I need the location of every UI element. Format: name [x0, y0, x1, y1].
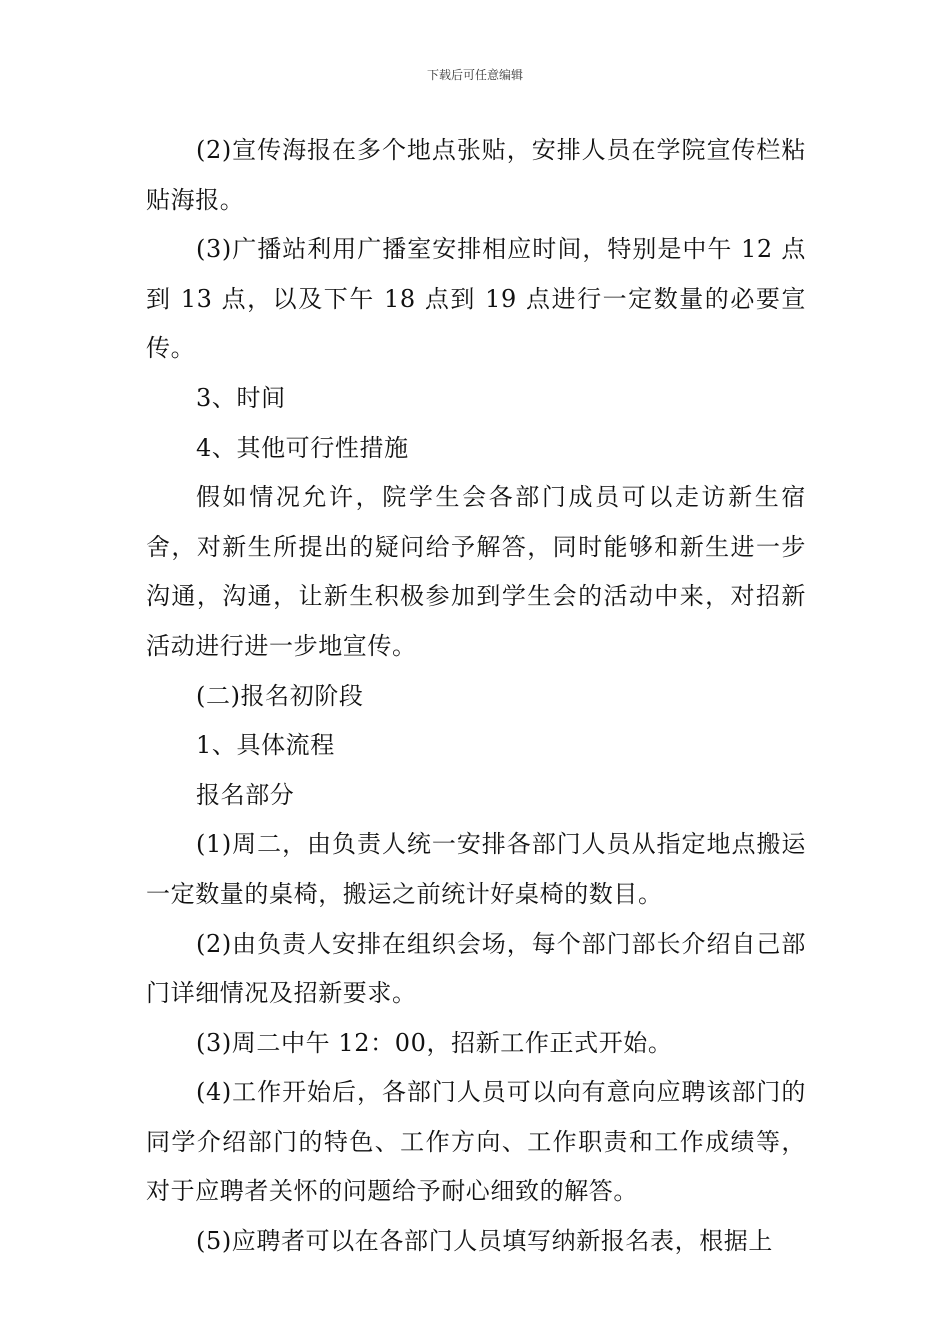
heading-time: 3、时间: [196, 383, 286, 412]
paragraph-step-5: (5)应聘者可以在各部门人员填写纳新报名表，根据上: [196, 1227, 773, 1256]
paragraph-step-2: (2)由负责人安排在组织会场，每个部门部长介绍自己部门详细情况及招新要求。: [146, 929, 806, 1008]
paragraph-broadcast: (3)广播站利用广播室安排相应时间，特别是中午 12 点到 13 点，以及下午 18 点到 19 点进行一定数量的必要宣传。: [146, 235, 806, 363]
paragraph-step-1: (1)周二，由负责人统一安排各部门人员从指定地点搬运一定数量的桌椅，搬运之前统计好桌椅的数目。: [146, 830, 806, 908]
paragraph-step-4: (4)工作开始后，各部门人员可以向有意向应聘该部门的同学介绍部门的特色、工作方向、工作职责和工作成绩等，对于应聘者关怀的问题给予耐心细致的解答。: [146, 1078, 806, 1206]
heading-registration-part: 报名部分: [196, 780, 295, 809]
paragraph-step-3: (3)周二中午 12：00，招新工作正式开始。: [196, 1028, 673, 1057]
heading-other-measures: 4、其他可行性措施: [196, 433, 409, 462]
heading-process: 1、具体流程: [196, 731, 335, 760]
heading-registration-stage: (二)报名初阶段: [196, 681, 364, 710]
document-body: [146, 126, 806, 1267]
paragraph-dorm-visit: 假如情况允许，院学生会各部门成员可以走访新生宿舍，对新生所提出的疑问给予解答，同时能够和新生进一步沟通，沟通，让新生积极参加到学生会的活动中来，对招新活动进行进一步地宣传。: [146, 483, 806, 660]
page-header-note: 下载后可任意编辑: [426, 68, 523, 82]
paragraph-poster: (2)宣传海报在多个地点张贴，安排人员在学院宣传栏粘贴海报。: [146, 136, 806, 214]
